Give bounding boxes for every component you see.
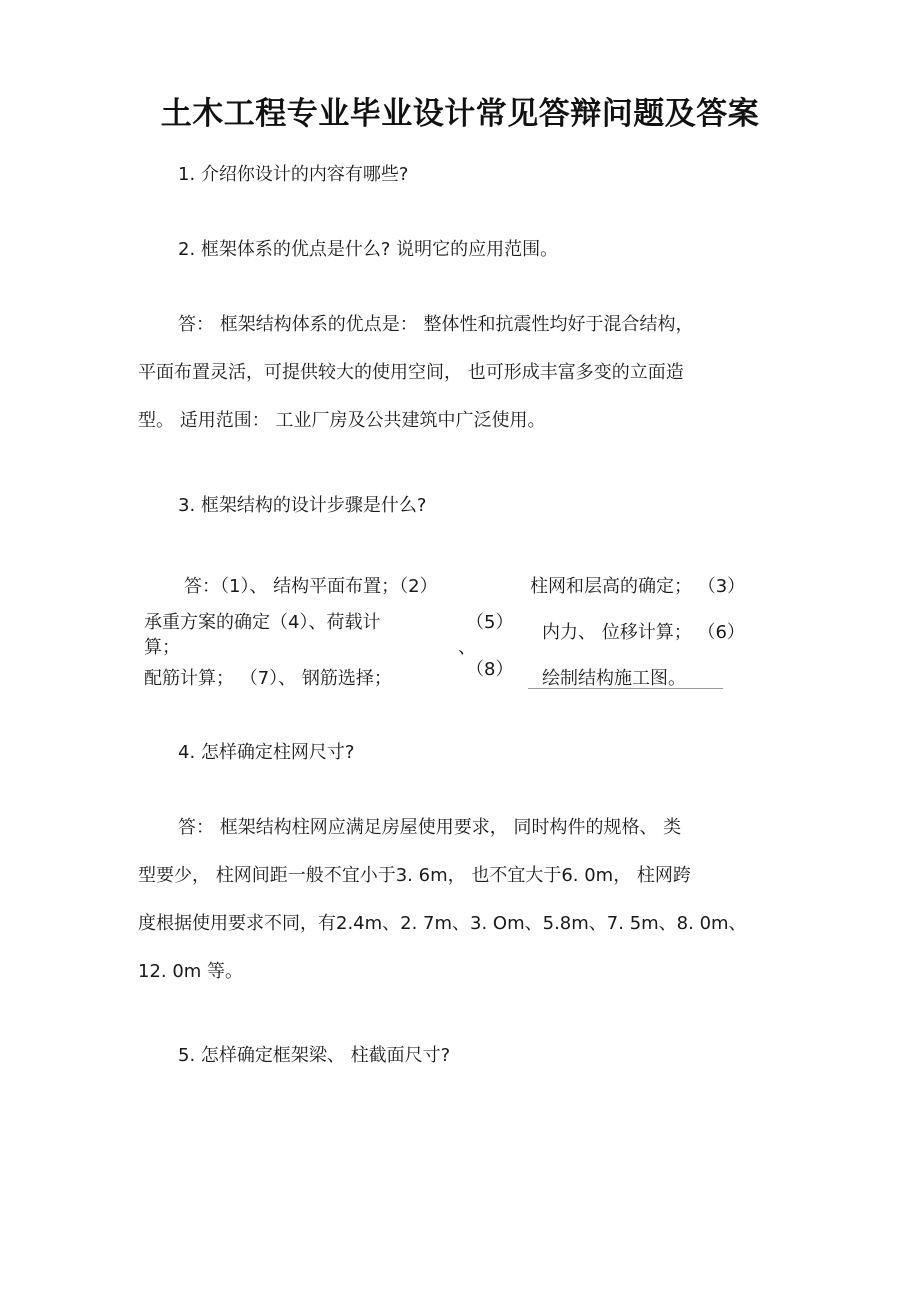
question-4: 4. 怎样确定柱网尺寸?: [178, 742, 355, 763]
answer-3-row-3-right: 绘制结构施工图。: [542, 668, 686, 689]
answer-3-row-2-left-cont: 算；: [144, 637, 180, 658]
question-5: 5. 怎样确定框架梁、 柱截面尺寸?: [178, 1045, 451, 1066]
answer-2-line-3: 型。 适用范围： 工业厂房及公共建筑中广泛使用。: [138, 410, 546, 431]
answer-2-line-1: 答： 框架结构体系的优点是： 整体性和抗震性均好于混合结构，: [178, 314, 694, 335]
underline-divider: [528, 688, 723, 689]
answer-3-row-1-right: 柱网和层高的确定； （3）: [530, 576, 746, 597]
question-1: 1. 介绍你设计的内容有哪些?: [178, 164, 409, 185]
answer-4-line-2: 型要少， 柱网间距一般不宜小于3. 6m， 也不宜大于6. 0m， 柱网跨: [138, 865, 691, 886]
answer-4-line-3: 度根据使用要求不同，有2.4m、2. 7m、3. Om、5.8m、7. 5m、8. 0m、: [138, 913, 747, 934]
document-title: 土木工程专业毕业设计常见答辩问题及答案: [160, 96, 760, 132]
answer-3-row-2-mid: （5）: [466, 612, 514, 633]
question-2: 2. 框架体系的优点是什么? 说明它的应用范围。: [178, 239, 559, 260]
answer-2-line-2: 平面布置灵活，可提供较大的使用空间， 也可形成丰富多变的立面造: [138, 362, 684, 383]
answer-3-row-2-mid-comma: 、: [458, 637, 476, 658]
answer-3-row-3-mid: （8）: [466, 659, 514, 680]
answer-4-line-1: 答： 框架结构柱网应满足房屋使用要求， 同时构件的规格、 类: [178, 817, 682, 838]
question-3: 3. 框架结构的设计步骤是什么?: [178, 495, 427, 516]
answer-3-row-2-right: 内力、 位移计算； （6）: [542, 622, 745, 643]
answer-3-row-2-left: 承重方案的确定（4）、荷载计: [144, 612, 381, 633]
answer-3-row-1-left: 答：（1）、 结构平面布置；（2）: [184, 576, 438, 597]
answer-3-row-3-left: 配筋计算； （7）、 钢筋选择；: [144, 668, 392, 689]
answer-4-line-4: 12. 0m 等。: [138, 961, 244, 982]
